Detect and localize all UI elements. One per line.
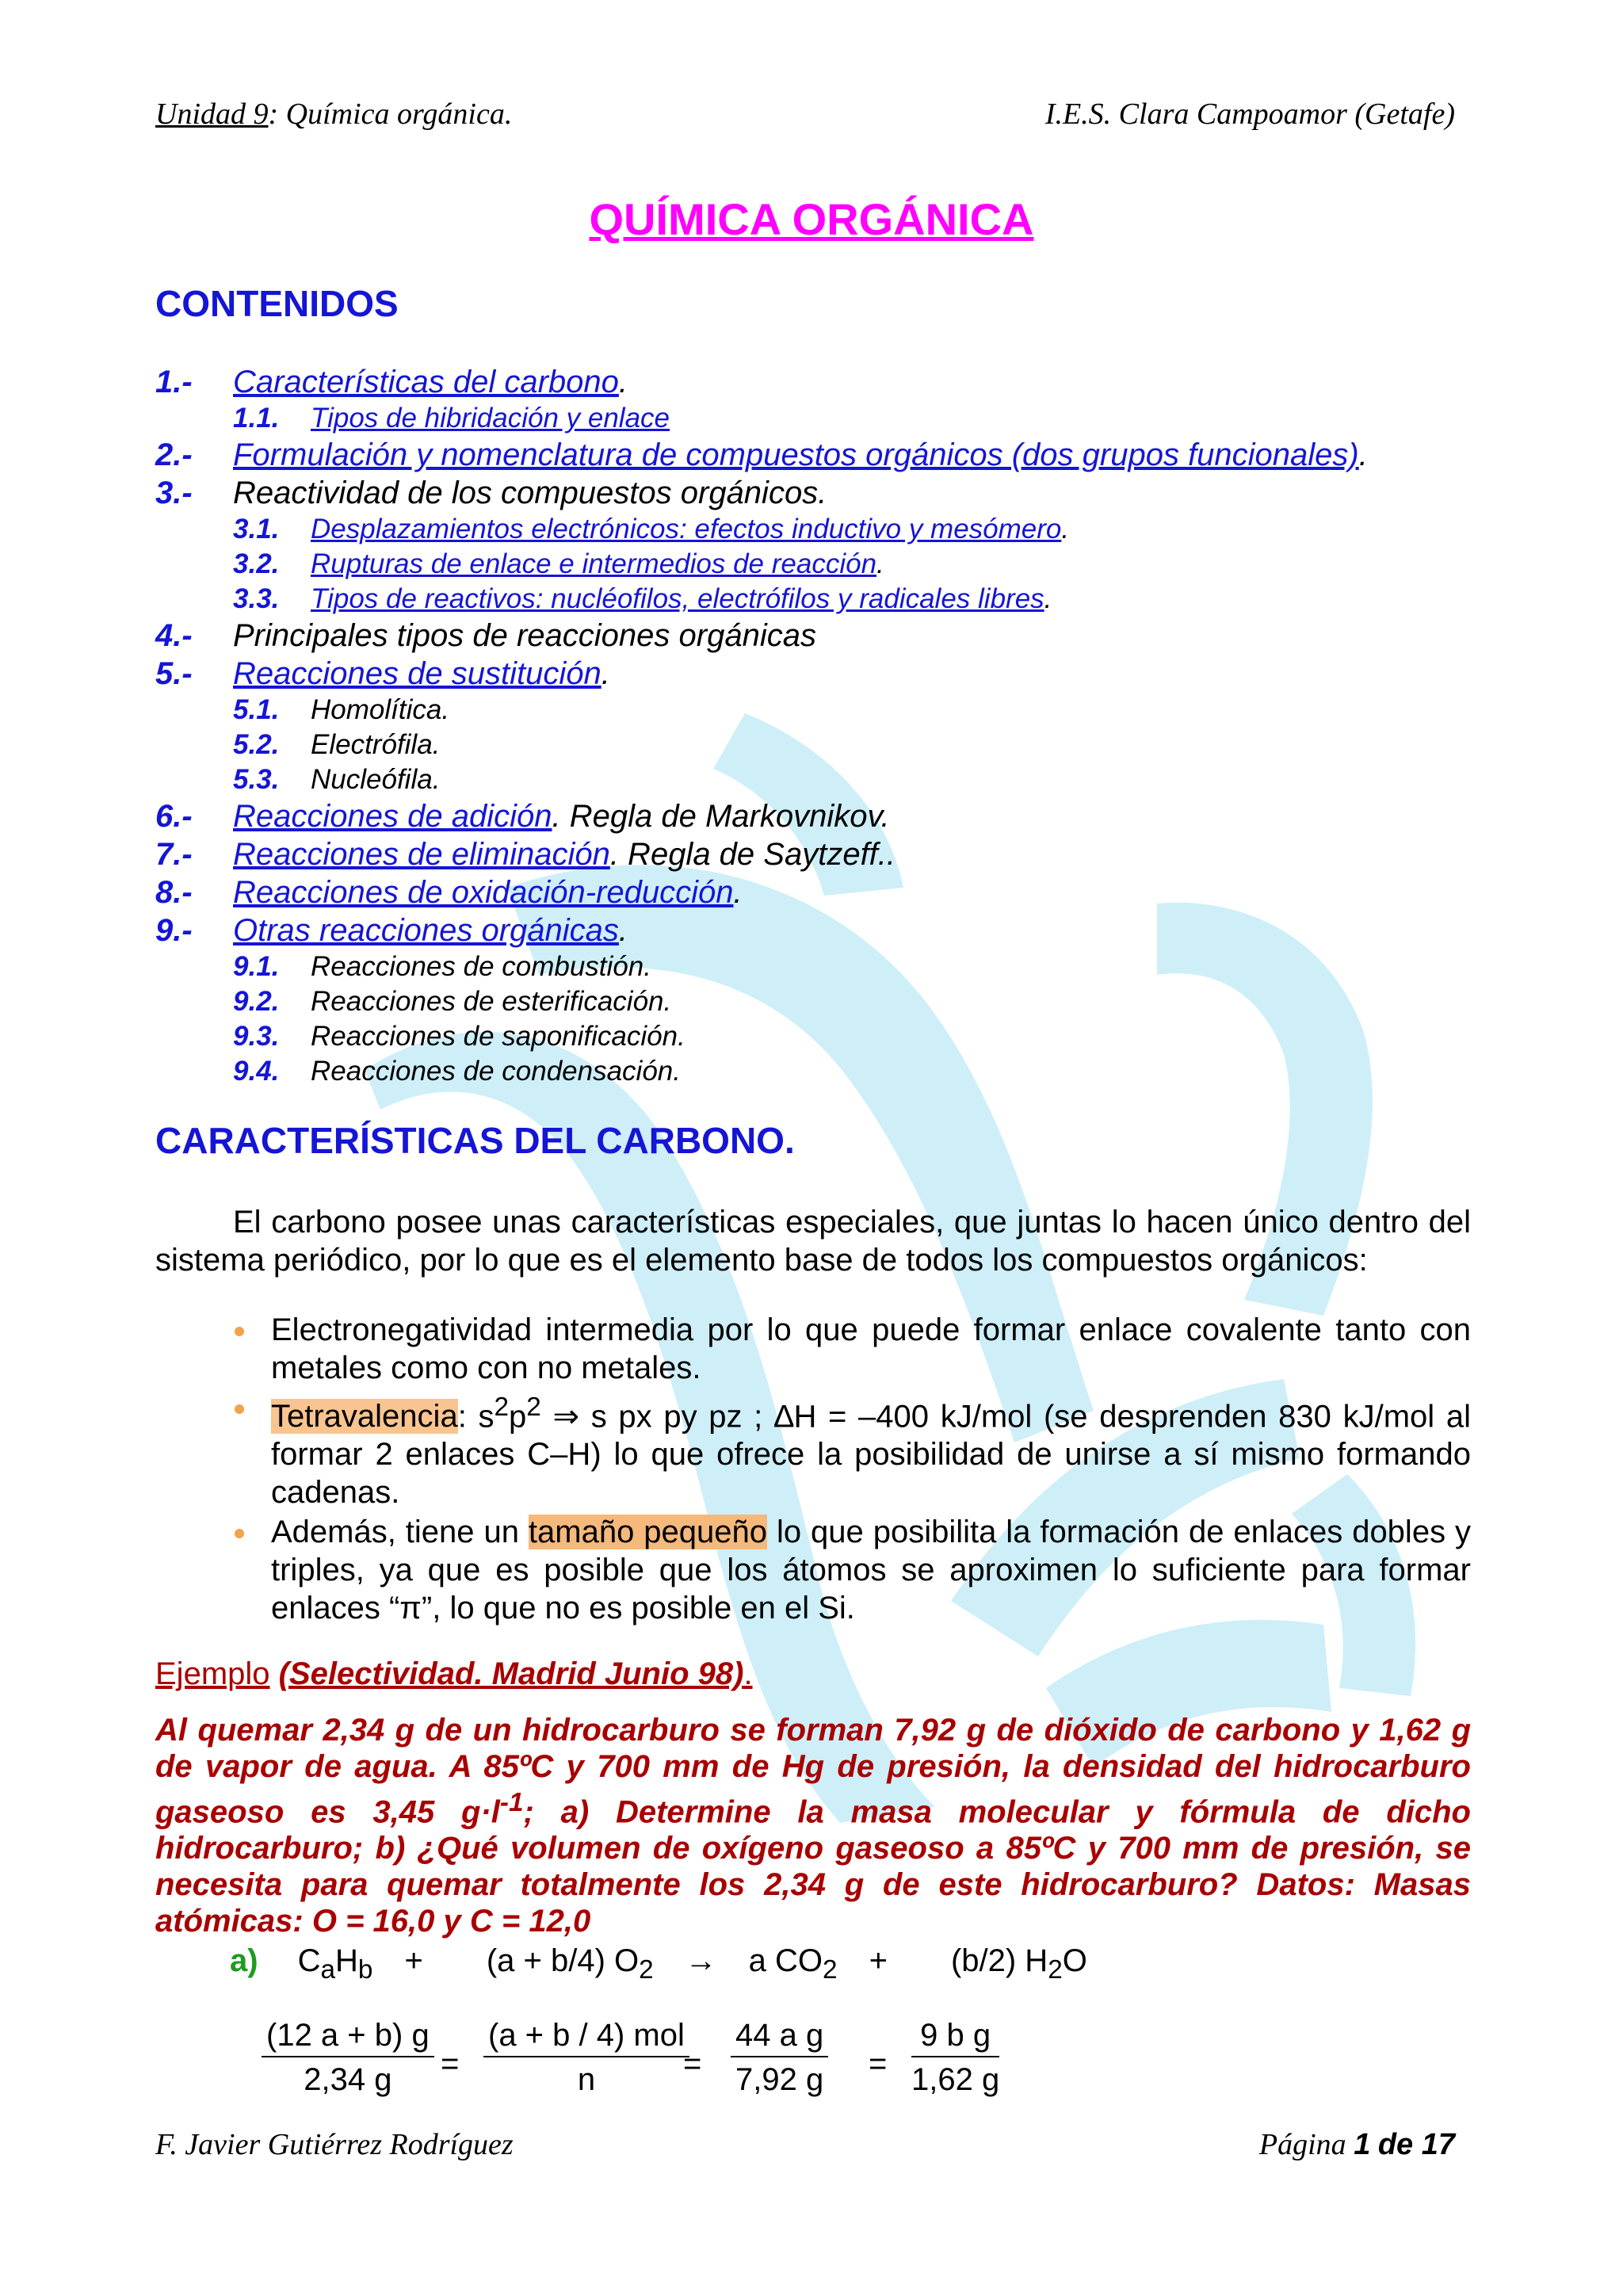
toc-link[interactable]: Reacciones de oxidación-reducción [233, 875, 734, 910]
section-heading: CARACTERÍSTICAS DEL CARBONO. [155, 1120, 795, 1161]
bullet-text: Además, tiene un [271, 1515, 529, 1550]
subscript: b [357, 1955, 373, 1985]
equals-sign: = [869, 2046, 888, 2081]
toc-link[interactable]: Reacciones de eliminación [233, 837, 610, 872]
page-title: QUÍMICA ORGÁNICA [589, 194, 1034, 244]
superscript: 2 [494, 1392, 510, 1422]
toc-entry [311, 1021, 685, 1052]
toc-entry [311, 514, 1069, 545]
page-current: 1 [1354, 2128, 1371, 2161]
toc-item[interactable] [155, 656, 1503, 694]
toc-suffix: . Regla de Markovnikov. [552, 799, 890, 834]
toc-number: 5.- [155, 656, 193, 691]
toc-item[interactable] [155, 875, 1503, 913]
toc-item [155, 694, 1503, 729]
toc-item [155, 729, 1503, 764]
toc-item [155, 1021, 1503, 1056]
formula-text: H [335, 1943, 358, 1978]
toc-suffix: . [733, 875, 743, 910]
highlight-tetravalencia: Tetravalencia [271, 1399, 458, 1435]
fraction-2 [483, 2015, 689, 2102]
toc-text: Electrófila. [311, 729, 441, 760]
fraction-numerator: (12 a + b) g [262, 2015, 434, 2057]
toc-number: 9.4. [233, 1056, 280, 1087]
toc-entry [233, 656, 610, 692]
toc-number: 3.2. [233, 548, 280, 579]
toc-entry [311, 548, 884, 580]
toc-item [155, 951, 1503, 986]
toc-entry [233, 476, 827, 511]
toc-number: 9.- [155, 913, 193, 948]
subscript: 2 [823, 1955, 838, 1985]
plus-sign: + [404, 1943, 423, 1978]
toc-entry [311, 986, 671, 1018]
highlight-tamano: tamaño pequeño [528, 1515, 768, 1550]
formula-text: (b/2) H [950, 1943, 1048, 1978]
toc-item[interactable] [155, 548, 1503, 583]
toc-link[interactable]: Reacciones de adición [233, 799, 552, 834]
header-unit-label: Unidad 9 [155, 97, 269, 131]
toc-text: Reacciones de combustión. [311, 951, 651, 982]
toc-text: Reactividad de los compuestos orgánicos. [233, 476, 827, 510]
superscript: -1 [499, 1788, 524, 1817]
toc-entry [233, 913, 628, 949]
subscript: 2 [639, 1955, 654, 1985]
toc-item[interactable] [155, 403, 1503, 437]
fraction-denominator: 1,62 g [911, 2062, 1000, 2097]
toc-item[interactable] [155, 837, 1503, 875]
fraction-denominator: 7,92 g [735, 2062, 824, 2097]
list-item [227, 1311, 1471, 1387]
list-item [227, 1513, 1471, 1627]
fraction-3 [731, 2015, 828, 2102]
toc-link[interactable]: Tipos de reactivos: nucléofilos, electrófilos y radicales libres [311, 583, 1044, 614]
plus-sign: + [869, 1943, 888, 1978]
toc-suffix: . [876, 548, 884, 579]
intro-paragraph [155, 1203, 1471, 1279]
example-title [155, 1656, 753, 1692]
fraction-numerator: (a + b / 4) mol [483, 2015, 689, 2057]
toc-text: Reacciones de saponificación. [311, 1021, 685, 1052]
toc-link[interactable]: Otras reacciones orgánicas [233, 913, 619, 948]
toc-item [155, 618, 1503, 656]
fraction-denominator: 2,34 g [304, 2062, 392, 2097]
header-unit-rest: : Química orgánica. [268, 97, 513, 131]
toc-item [155, 476, 1503, 514]
toc-link[interactable]: Tipos de hibridación y enlace [311, 403, 670, 434]
toc-number: 1.- [155, 365, 193, 399]
toc-suffix: . [1358, 437, 1368, 472]
fraction-denominator: n [577, 2062, 596, 2097]
toc-number: 9.2. [233, 986, 280, 1017]
toc-number: 5.1. [233, 694, 280, 725]
toc-entry [233, 618, 816, 654]
toc-number: 5.3. [233, 764, 280, 795]
toc-number: 9.3. [233, 1021, 280, 1052]
equals-sign: = [683, 2046, 702, 2081]
toc-entry [233, 875, 743, 911]
toc-link[interactable]: Características del carbono [233, 365, 619, 399]
header-unit [155, 97, 512, 132]
toc-text: Homolítica. [311, 694, 450, 725]
bullet-text: : s [457, 1399, 495, 1435]
toc-suffix: . Regla de Saytzeff.. [609, 837, 896, 872]
characteristics-list [227, 1311, 1471, 1629]
toc-number: 1.1. [233, 403, 280, 434]
bullet-text: ⇒ s px py pz ; ∆H = –400 kJ/mol (se desprenden 830 kJ/mol al formar 2 enlaces C–H) lo que ofrece la posibilidad de unirse a sí mismo formando cadenas. [271, 1399, 1471, 1511]
intro-text: El carbono posee unas características especiales, que juntas lo hacen único dentro del sistema periódico, por lo que es el elemento base de todos los compuestos orgánicos: [155, 1205, 1471, 1278]
fraction-1 [262, 2015, 434, 2102]
toc-entry [311, 583, 1052, 615]
part-label: a) [230, 1943, 258, 1978]
toc-number: 3.- [155, 476, 193, 510]
bullet-text: p [509, 1399, 527, 1435]
bullet-dot-icon [235, 1327, 244, 1336]
fraction-4 [911, 2015, 999, 2102]
list-item [227, 1389, 1471, 1511]
toc-suffix: . [618, 365, 628, 399]
formula-text: O [1062, 1943, 1087, 1978]
toc-item[interactable] [155, 583, 1503, 618]
toc-item[interactable] [155, 913, 1503, 951]
toc-item [155, 1056, 1503, 1091]
formula-text: C [297, 1943, 321, 1978]
bullet-text: lo que posibilita la formación de enlaces dobles y triples, ya que es posible que los átomos se aproximen lo suficiente para formar enlaces “π”, lo que no es posible en el Si. [271, 1515, 1472, 1626]
toc-text: Reacciones de esterificación. [311, 986, 672, 1017]
toc-text: Principales tipos de reacciones orgánicas [233, 618, 816, 653]
page-total: de 17 [1377, 2128, 1455, 2161]
subscript: 2 [1048, 1955, 1063, 1985]
toc-text: Reacciones de condensación. [311, 1056, 681, 1087]
toc-suffix: . [1044, 583, 1052, 614]
toc-entry [233, 365, 628, 400]
reaction-equation [230, 1943, 1087, 1985]
toc-number: 6.- [155, 799, 193, 834]
toc-item[interactable] [155, 365, 1503, 403]
toc-number: 7.- [155, 837, 193, 872]
toc-item [155, 986, 1503, 1021]
toc-item[interactable] [155, 437, 1503, 476]
toc-item[interactable] [155, 799, 1503, 837]
toc-entry [311, 764, 440, 796]
example-statement [155, 1712, 1471, 1939]
fraction-numerator: 44 a g [731, 2015, 828, 2057]
table-of-contents [155, 365, 1503, 1091]
toc-text: Nucleófila. [311, 764, 441, 795]
superscript: 2 [526, 1392, 541, 1422]
toc-number: 4.- [155, 618, 193, 653]
toc-entry [233, 799, 890, 835]
equals-sign: = [441, 2046, 460, 2081]
formula-text: (a + b/4) O [486, 1943, 640, 1978]
page-label: Página [1258, 2128, 1346, 2161]
example-end: . [743, 1656, 753, 1691]
toc-link[interactable]: Formulación y nomenclatura de compuestos orgánicos (dos grupos funcionales) [233, 437, 1359, 472]
toc-number: 2.- [155, 437, 193, 472]
contents-heading: CONTENIDOS [155, 283, 399, 324]
toc-number: 3.3. [233, 583, 280, 614]
subscript: a [320, 1955, 336, 1985]
toc-suffix: . [1061, 514, 1070, 544]
footer-author: F. Javier Gutiérrez Rodríguez [155, 2128, 514, 2161]
example-source: (Selectividad. Madrid Junio 98) [278, 1656, 744, 1691]
toc-number: 8.- [155, 875, 193, 910]
toc-entry [233, 437, 1368, 473]
example-text: ; a) Determine la masa molecular y fórmula de dicho hidrocarburo; b) ¿Qué volumen de oxígeno gaseoso a 85ºC y 700 mm de presión, se necesita para quemar totalmente los 2,34 g de este hidrocarburo? Datos: Masas atómicas: O = 16,0 y C = 12,0 [155, 1794, 1471, 1939]
toc-suffix: . [618, 913, 628, 948]
toc-number: 9.1. [233, 951, 280, 982]
example-label: Ejemplo [155, 1656, 270, 1691]
formula-text: a CO [748, 1943, 823, 1978]
toc-entry [311, 729, 440, 761]
toc-link[interactable]: Desplazamientos electrónicos: efectos inductivo y mesómero [311, 514, 1062, 544]
toc-item[interactable] [155, 514, 1503, 548]
toc-link[interactable]: Rupturas de enlace e intermedios de reacción [311, 548, 877, 579]
toc-link[interactable]: Reacciones de sustitución [233, 656, 601, 691]
toc-entry [311, 951, 651, 983]
footer-page-number [1259, 2127, 1455, 2162]
arrow-icon: → [685, 1943, 717, 1978]
toc-suffix: . [601, 656, 610, 691]
toc-item [155, 764, 1503, 799]
bullet-text: Electronegatividad intermedia por lo que puede formar enlace covalente tanto con metales como con no metales. [271, 1312, 1471, 1385]
bullet-dot-icon [235, 1404, 244, 1414]
toc-entry [233, 837, 896, 873]
toc-entry [311, 403, 670, 434]
toc-entry [311, 694, 449, 726]
toc-number: 3.1. [233, 514, 280, 544]
bullet-dot-icon [235, 1529, 244, 1538]
example-text: Al quemar 2,34 g de un hidrocarburo se forman 7,92 g de dióxido de carbono y 1,62 g de vapor de agua. A 85ºC y 700 mm de Hg de presión, la densidad del hidrocarburo gaseoso es 3,45 g·l [155, 1713, 1471, 1830]
header-school: I.E.S. Clara Campoamor (Getafe) [1044, 97, 1455, 131]
fraction-numerator: 9 b g [911, 2015, 999, 2057]
toc-entry [311, 1056, 681, 1087]
toc-number: 5.2. [233, 729, 280, 760]
